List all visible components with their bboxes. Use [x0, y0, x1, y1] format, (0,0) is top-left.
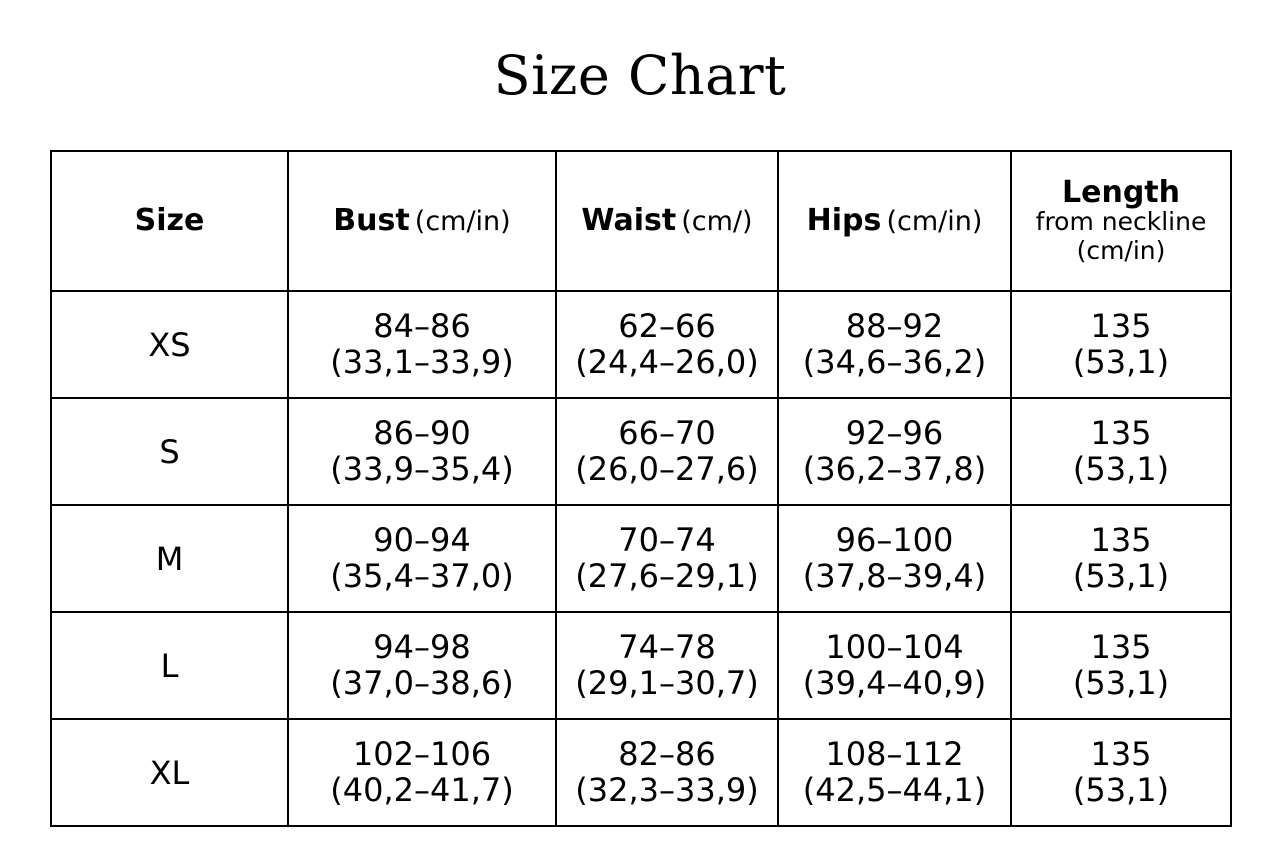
- cell-size: S: [51, 398, 288, 505]
- cell-length-cm: 135: [1090, 734, 1152, 773]
- cell-waist: [556, 505, 778, 612]
- column-header-bust-label: Bust: [333, 203, 410, 239]
- cell-waist-in: (29,1–30,7): [575, 663, 759, 702]
- column-header-waist-label: Waist: [581, 203, 677, 239]
- cell-size: XS: [51, 291, 288, 398]
- cell-waist-cm: 74–78: [618, 627, 716, 666]
- cell-bust: [288, 612, 556, 719]
- cell-length: [1011, 398, 1231, 505]
- cell-waist: [556, 612, 778, 719]
- cell-bust-in: (37,0–38,6): [330, 663, 514, 702]
- cell-hips-cm: 96–100: [835, 520, 954, 559]
- cell-hips: [778, 612, 1011, 719]
- column-header-hips-unit: (cm/in): [886, 206, 983, 238]
- cell-hips-cm: 92–96: [845, 413, 944, 452]
- cell-length-cm: 135: [1090, 306, 1152, 345]
- cell-waist-cm: 62–66: [618, 306, 716, 345]
- cell-bust: [288, 719, 556, 826]
- cell-waist-cm: 82–86: [618, 734, 716, 773]
- column-header-size-label: Size: [134, 203, 205, 239]
- cell-length: [1011, 291, 1231, 398]
- cell-length-in: (53,1): [1072, 663, 1170, 702]
- cell-length-cm: 135: [1090, 413, 1152, 452]
- cell-bust-in: (33,9–35,4): [330, 449, 514, 488]
- cell-bust-cm: 94–98: [373, 627, 471, 666]
- cell-length: [1011, 719, 1231, 826]
- size-chart-table: [50, 150, 1232, 827]
- column-header-bust-unit: (cm/in): [414, 206, 511, 238]
- column-header-hips-label: Hips: [806, 203, 882, 239]
- cell-length-cm: 135: [1090, 520, 1152, 559]
- cell-waist-in: (27,6–29,1): [575, 556, 759, 595]
- table-row: [51, 505, 1231, 612]
- column-header-length: [1011, 151, 1231, 291]
- cell-length: [1011, 505, 1231, 612]
- cell-bust-cm: 90–94: [373, 520, 471, 559]
- table-header-row: [51, 151, 1231, 291]
- page-title: Size Chart: [493, 44, 787, 107]
- cell-bust-cm: 86–90: [373, 413, 471, 452]
- table-body: [51, 291, 1231, 826]
- cell-bust: [288, 505, 556, 612]
- cell-waist-in: (26,0–27,6): [575, 449, 759, 488]
- column-header-length-label: Length: [1062, 174, 1180, 210]
- cell-hips: [778, 291, 1011, 398]
- column-header-length-sub-line2: (cm/in): [1076, 235, 1166, 265]
- cell-waist-cm: 66–70: [618, 413, 716, 452]
- table-row: [51, 398, 1231, 505]
- table-header: [51, 151, 1231, 291]
- cell-length-in: (53,1): [1072, 449, 1170, 488]
- cell-hips-cm: 88–92: [845, 306, 944, 345]
- cell-hips: [778, 505, 1011, 612]
- cell-hips: [778, 398, 1011, 505]
- cell-hips-in: (42,5–44,1): [802, 770, 987, 809]
- cell-size: M: [51, 505, 288, 612]
- cell-hips-in: (39,4–40,9): [802, 663, 987, 702]
- column-header-waist: [556, 151, 778, 291]
- cell-waist: [556, 719, 778, 826]
- cell-hips: [778, 719, 1011, 826]
- column-header-hips: [778, 151, 1011, 291]
- cell-waist-cm: 70–74: [618, 520, 716, 559]
- cell-waist: [556, 291, 778, 398]
- cell-size: L: [51, 612, 288, 719]
- cell-bust-cm: 84–86: [373, 306, 471, 345]
- cell-hips-in: (36,2–37,8): [802, 449, 987, 488]
- cell-hips-cm: 108–112: [825, 734, 964, 773]
- cell-bust-cm: 102–106: [352, 734, 492, 773]
- cell-waist-in: (24,4–26,0): [575, 342, 759, 381]
- column-header-waist-unit: (cm/): [681, 206, 753, 238]
- cell-length-in: (53,1): [1072, 556, 1170, 595]
- cell-bust-in: (33,1–33,9): [330, 342, 514, 381]
- cell-bust-in: (35,4–37,0): [330, 556, 514, 595]
- cell-length-in: (53,1): [1072, 770, 1170, 809]
- cell-size: XL: [51, 719, 288, 826]
- cell-bust: [288, 291, 556, 398]
- table-row: [51, 291, 1231, 398]
- column-header-size: [51, 151, 288, 291]
- cell-waist-in: (32,3–33,9): [575, 770, 759, 809]
- cell-bust-in: (40,2–41,7): [330, 770, 514, 809]
- cell-length-in: (53,1): [1072, 342, 1170, 381]
- column-header-bust: [288, 151, 556, 291]
- cell-hips-in: (34,6–36,2): [802, 342, 987, 381]
- cell-bust: [288, 398, 556, 505]
- cell-waist: [556, 398, 778, 505]
- cell-hips-cm: 100–104: [825, 627, 964, 666]
- cell-length: [1011, 612, 1231, 719]
- cell-hips-in: (37,8–39,4): [802, 556, 987, 595]
- cell-length-cm: 135: [1090, 627, 1152, 666]
- table-row: [51, 612, 1231, 719]
- column-header-length-sub-line1: from neckline: [1035, 207, 1207, 236]
- table-row: [51, 719, 1231, 826]
